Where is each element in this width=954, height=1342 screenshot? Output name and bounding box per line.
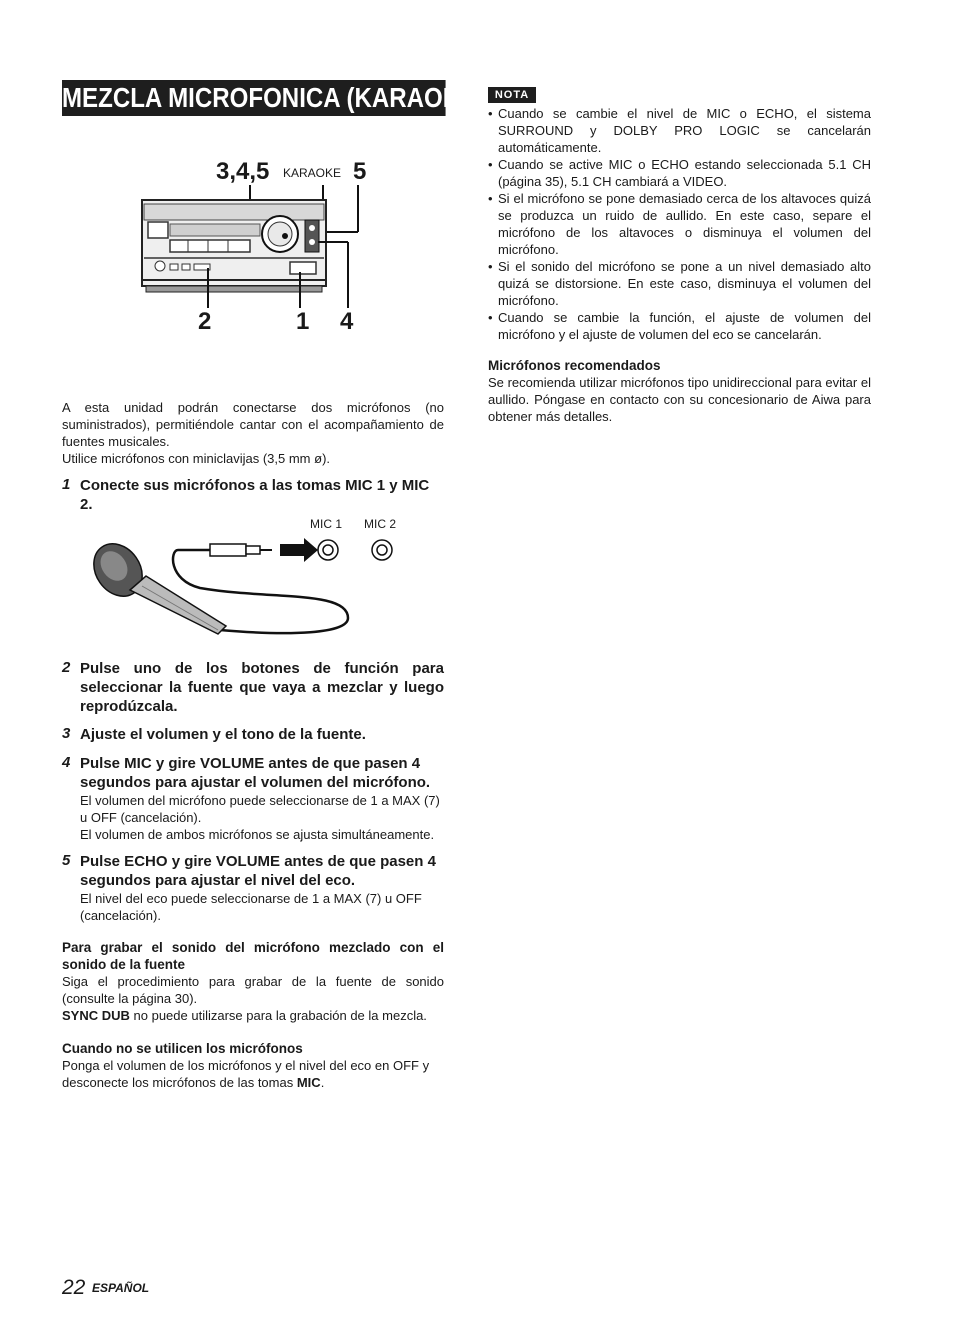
step-3 [62,725,444,744]
nota-badge: NOTA [488,87,536,103]
page-number: 22 [62,1276,86,1299]
subsection-heading: Para grabar el sonido del micrófono mezclado con el sonido de la fuente [62,940,444,972]
record-paragraph: Siga el procedimiento para grabar de la fuente de sonido (consulte la página 30). [62,974,444,1006]
unused-mic-end: . [320,1075,325,1090]
step-number: 4 [62,754,71,771]
step-title: Ajuste el volumen y el tono de la fuente. [80,726,366,743]
step-title: Pulse uno de los botones de función para seleccionar la fuente que vaya a mezclar y luego reprodúzcala. [80,660,444,715]
diagram-label-karaoke: KARAOKE [283,166,342,180]
mic-label: MIC [296,1075,321,1090]
step-body: El volumen de ambos micrófonos se ajusta simultáneamente. [80,827,435,842]
nota-item: • Cuando se active MIC o ECHO estando seleccionada 5.1 CH (página 35), 5.1 CH cambiará a VIDEO. [488,156,871,190]
microphone-illustration [90,530,410,642]
mic1-jack-label: MIC 1 [310,517,343,531]
sync-dub-text: no puede utilizarse para la grabación de la mezcla. [129,1008,427,1023]
recommended-section [488,357,871,425]
intro-paragraph: A esta unidad podrán conectarse dos micrófonos (no suministrados), permitiéndole cantar con el acompañamiento de fuentes musicales. [62,400,444,449]
nota-list [488,105,871,343]
step-number: 3 [62,725,71,742]
subsection-heading: Cuando no se utilicen los micrófonos [62,1041,303,1056]
intro-block [62,399,444,467]
sync-dub-note [62,1007,444,1024]
unused-mic-text: Ponga el volumen de los micrófonos y el nivel del eco en OFF y desconecte los micrófonos de las tomas [62,1058,430,1090]
step-4 [62,754,444,843]
step-number: 2 [62,659,71,676]
subsection-heading: Micrófonos recomendados [488,358,661,373]
unused-mic-section [62,1040,444,1091]
step-title: Conecte sus micrófonos a las tomas MIC 1 y MIC 2. [80,477,430,513]
step-5 [62,852,444,924]
diagram-label-4: 4 [340,308,354,335]
unused-mic-paragraph [62,1057,444,1091]
nota-item: • Si el micrófono se pone demasiado cerca de los altavoces quizá se produzca un ruido de aullido. En este caso, separe el micrófono de los altavoces o disminuya el volumen del micrófono. [488,190,871,258]
step-1 [62,476,444,514]
nota-item: • Cuando se cambie la función, el ajuste de volumen del micrófono y el ajuste de volumen del eco se cancelarán. [488,309,871,343]
diagram-label-2: 2 [198,308,212,335]
step-body: El volumen del micrófono puede seleccionarse de 1 a MAX (7) u OFF (cancelación). [80,793,440,825]
step-number: 5 [62,852,71,869]
step-number: 1 [62,476,71,493]
sync-dub-label: SYNC DUB [62,1008,130,1023]
recommended-paragraph: Se recomienda utilizar micrófonos tipo unidireccional para evitar el aullido. Póngase en contacto con su concesionario de Aiwa para obtener más detalles. [488,375,871,424]
footer-language: ESPAÑOL [92,1281,150,1295]
diagram-label-steps: 3,4,5 [216,158,270,185]
intro-plug-note: Utilice micrófonos con miniclavijas (3,5 mm ø). [62,451,331,466]
nota-item: • Si el sonido del micrófono se pone a un nivel demasiado alto quizá se distorsione. En este caso, disminuya el volumen del micrófono. [488,258,871,309]
step-title: Pulse ECHO y gire VOLUME antes de que pasen 4 segundos para ajustar el nivel del eco. [80,853,436,889]
mic2-jack-label: MIC 2 [364,517,397,531]
nota-item: • Cuando se cambie el nivel de MIC o ECHO, el sistema SURROUND y DOLBY PRO LOGIC se cancelarán automáticamente. [488,105,871,156]
unit-diagram [140,150,380,340]
section-banner-title: MEZCLA MICROFONICA (KARAOKE) [62,80,446,116]
nota-list-block [488,105,871,343]
diagram-label-1: 1 [296,308,310,335]
mic-connection-diagram [90,512,410,642]
step-title: Pulse MIC y gire VOLUME antes de que pasen 4 segundos para ajustar el volumen del micrófono. [80,755,431,791]
step-2 [62,659,444,716]
step-body: El nivel del eco puede seleccionarse de 1 a MAX (7) u OFF (cancelación). [80,891,422,923]
record-section [62,939,444,1024]
diagram-label-5: 5 [353,158,367,185]
